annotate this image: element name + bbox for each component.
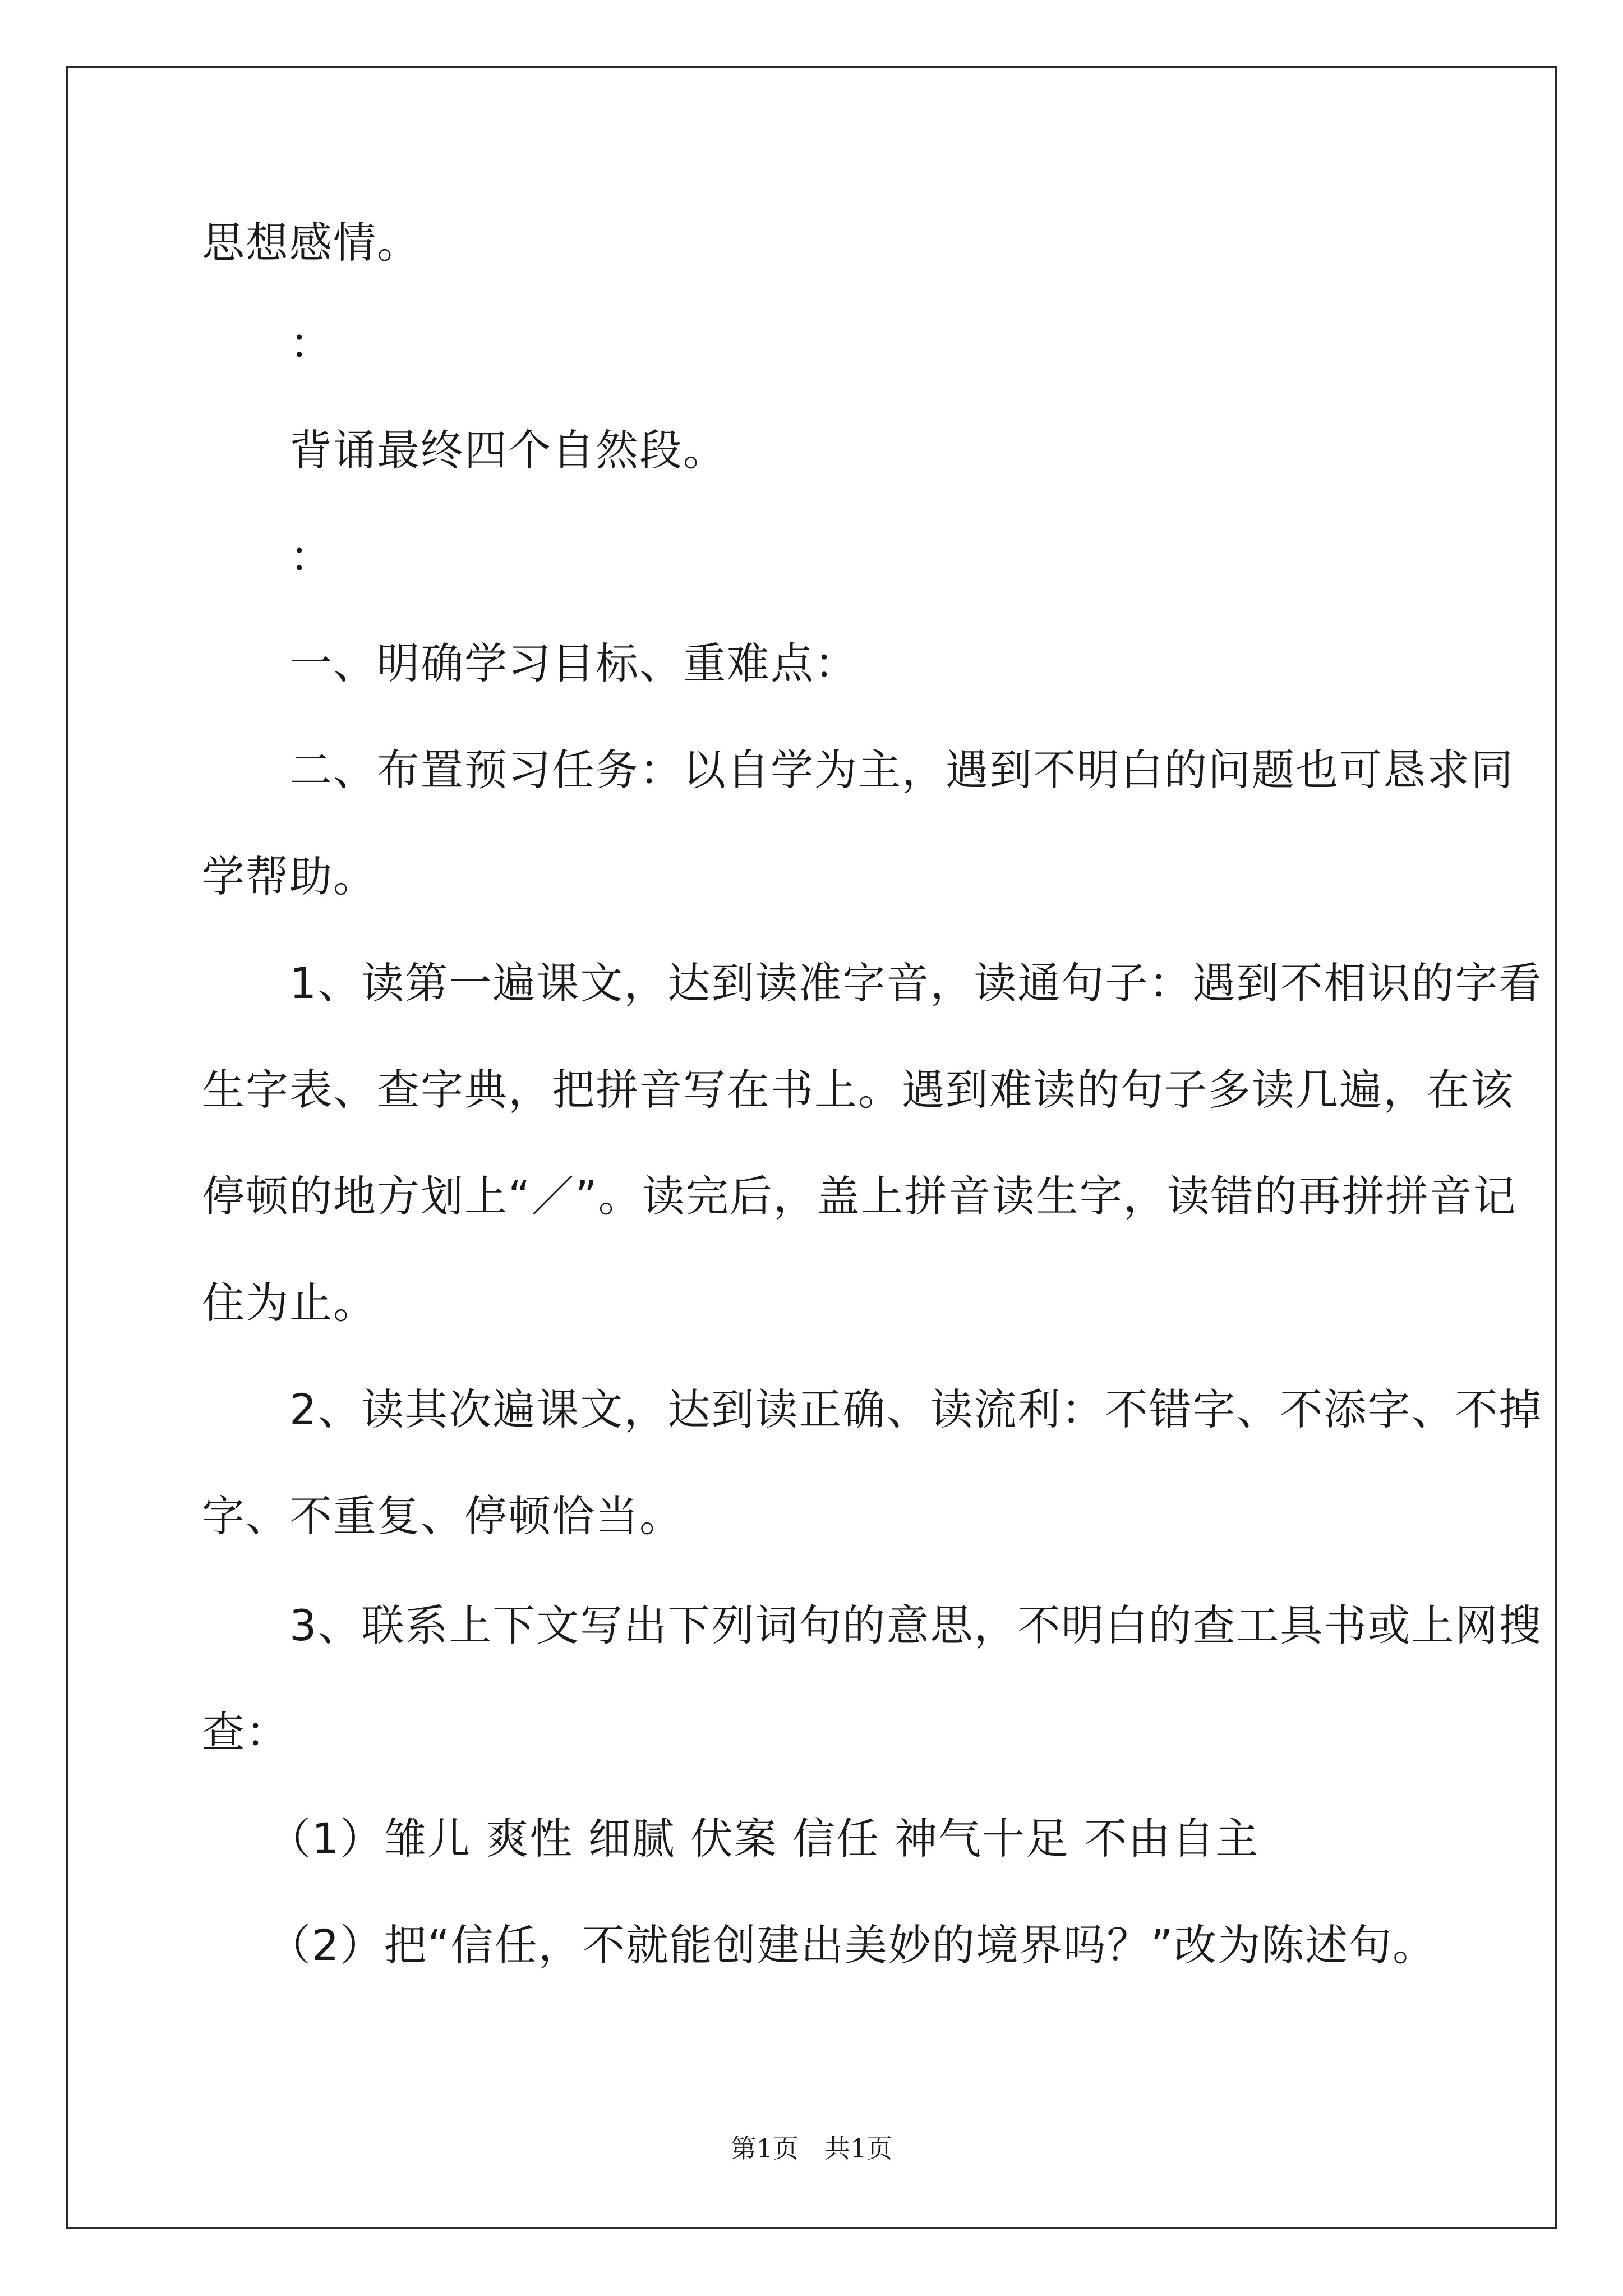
text-line: 生字表、查字典，把拼音写在书上。遇到难读的句子多读几遍，在该 xyxy=(202,1065,1514,1115)
text-line: 停顿的地方划上“／”。读完后，盖上拼音读生字，读错的再拼拼音记 xyxy=(202,1171,1517,1221)
text-line: 背诵最终四个自然段。 xyxy=(202,425,727,475)
text-line: 1、读第一遍课文，达到读准字音，读通句子：遇到不相识的字看 xyxy=(202,958,1543,1008)
text-line: ： xyxy=(202,319,333,369)
text-line: （2）把“信任，不就能创建出美妙的境界吗？”改为陈述句。 xyxy=(202,1920,1437,1970)
text-line: （1）雏儿 爽性 细腻 伏案 信任 神气十足 不由自主 xyxy=(202,1814,1260,1864)
text-line: 查： xyxy=(202,1707,289,1757)
text-line: 住为止。 xyxy=(202,1278,377,1328)
text-line: 学帮助。 xyxy=(202,852,377,901)
text-line: 一、明确学习目标、重难点： xyxy=(202,638,858,688)
page-footer: 第1页 共1页 xyxy=(730,2133,893,2164)
text-line: 二、布置预习任务：以自学为主，遇到不明白的问题也可恳求同 xyxy=(202,745,1514,795)
text-line: ： xyxy=(202,532,333,582)
page-border xyxy=(66,66,1557,2229)
text-line: 字、不重复、停顿恰当。 xyxy=(202,1491,683,1541)
text-line: 思想感情。 xyxy=(202,218,421,268)
text-line: 3、联系上下文写出下列词句的意思，不明白的查工具书或上网搜 xyxy=(202,1600,1543,1650)
text-line: 2、读其次遍课文，达到读正确、读流利：不错字、不添字、不掉 xyxy=(202,1384,1543,1434)
